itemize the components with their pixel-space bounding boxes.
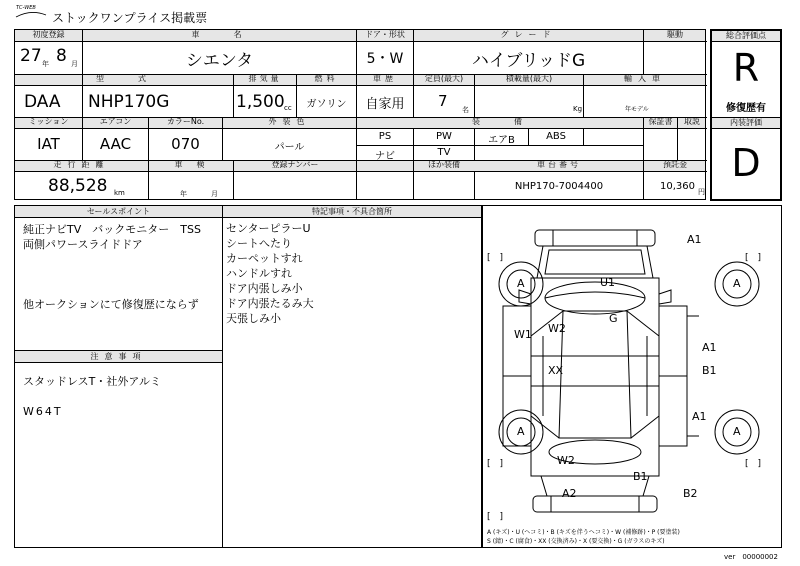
deposit-label: 預託金 — [663, 160, 687, 169]
ac-label: エアコン — [99, 117, 132, 126]
insp-year-unit: 年 — [180, 190, 187, 198]
fuel: ガソリン — [306, 99, 347, 110]
note-line: カーペットすれ — [226, 252, 303, 265]
note-line: ドア内張たるみ大 — [226, 297, 314, 310]
bracket: [ ] — [487, 512, 504, 522]
car-name: シエンタ — [185, 51, 254, 71]
caution-line: W64T — [23, 405, 63, 418]
legend-line: A (キズ)・U (ヘコミ)・B (キズを伴うヘコミ)・W (補修跡)・P (要塗装) — [487, 529, 680, 536]
note-line: 天張しみ小 — [226, 312, 281, 325]
legend-line: S (錆)・C (腐食)・XX (交換済み)・X (要交換)・G (ガラスのキズ) — [487, 538, 665, 545]
damage-mark: G — [609, 312, 618, 325]
version-text: ver 00000002 — [724, 553, 778, 561]
grade-label: グレード — [500, 30, 557, 39]
car-diagram-icon — [483, 206, 781, 547]
history-label: 車歴 — [373, 74, 397, 83]
warranty-label: 保証書 — [648, 117, 673, 126]
first-reg-year: 27 — [20, 46, 42, 66]
tire-mark: A — [517, 425, 525, 438]
first-reg-label: 初度登録 — [32, 30, 65, 39]
sales-line: 両側パワースライドドア — [23, 238, 143, 251]
sales-line: 他オークションにて修復歴にならず — [23, 298, 199, 311]
door-shape: 5・W — [366, 51, 404, 67]
import-year: 年モデル — [625, 106, 649, 113]
overall-note: 修復歴有 — [726, 103, 766, 114]
overall-grade: R — [732, 46, 760, 90]
logo-text: TC-WEB — [16, 5, 36, 11]
sales-line — [23, 282, 218, 297]
sales-points-text — [23, 222, 218, 312]
capacity: 7 — [438, 92, 448, 110]
notes-text — [226, 221, 476, 326]
grade: ハイブリッドG — [471, 51, 586, 71]
damage-mark: W2 — [557, 454, 575, 467]
equip-label: 装 備 — [472, 117, 528, 126]
fuel-label: 燃料 — [314, 74, 339, 83]
displacement: 1,500 — [236, 92, 285, 112]
model-label: 型 式 — [96, 74, 152, 83]
inspection-label: 車 検 — [174, 160, 208, 169]
history: 自家用 — [365, 97, 405, 112]
interior-grade: D — [731, 141, 761, 185]
tire-mark: A — [733, 425, 741, 438]
color-no-label: カラーNo. — [166, 117, 205, 126]
other-equip-label: ほか装備 — [428, 160, 460, 169]
caution-line — [23, 389, 218, 404]
caution-text — [23, 374, 218, 419]
mission-label: ミッション — [28, 117, 69, 126]
note-line: シートへたり — [226, 237, 292, 250]
capacity-unit: 名 — [462, 106, 469, 114]
tire-mark: A — [733, 277, 741, 290]
displacement-unit: cc — [284, 104, 292, 112]
load-unit: Kg — [573, 105, 583, 113]
tire-mark: A — [517, 277, 525, 290]
bracket: [ ] — [487, 459, 504, 469]
insp-month-unit: 月 — [211, 190, 218, 198]
color-no: 070 — [171, 135, 200, 153]
equip-item: ABS — [546, 131, 566, 142]
capacity-label: 定員(最大) — [424, 74, 464, 83]
deposit: 10,360 — [660, 181, 695, 192]
bracket: [ ] — [487, 253, 504, 263]
manual-label: 取説 — [684, 117, 700, 126]
damage-mark: A1 — [702, 341, 717, 354]
first-reg-year-unit: 年 — [42, 60, 49, 68]
caution-line: スタッドレスT・社外アルミ — [23, 375, 161, 388]
damage-mark: W2 — [548, 322, 566, 335]
plate-label: 登録ナンバー — [271, 160, 319, 169]
overall-label: 総合評価点 — [726, 31, 766, 40]
equip-item: PW — [436, 131, 452, 142]
damage-diagram — [482, 205, 782, 548]
ext-color-label: 外装色 — [268, 117, 311, 126]
page-title: ストックワンプライス掲載票 — [52, 11, 208, 25]
ac: AAC — [99, 135, 132, 153]
damage-mark: A1 — [692, 410, 707, 423]
drive-label: 駆動 — [667, 30, 683, 39]
equip-item: TV — [437, 147, 451, 158]
sales-line — [23, 267, 218, 282]
damage-mark: B1 — [702, 364, 717, 377]
note-line: ハンドルすれ — [226, 267, 292, 280]
mileage: 88,528 — [48, 176, 108, 196]
note-line: ドア内張しみ小 — [226, 282, 303, 295]
door-label: ドア・形状 — [365, 30, 405, 39]
ext-color: パール — [274, 142, 305, 153]
logo — [14, 4, 48, 14]
damage-mark: A1 — [687, 233, 702, 246]
equip-item: ナビ — [375, 151, 395, 162]
chassis-no: NHP170-7004400 — [514, 181, 604, 192]
equip-item: PS — [378, 131, 392, 142]
damage-mark: U1 — [600, 276, 616, 289]
equip-item: エアB — [488, 135, 515, 146]
notes-label: 特記事項・不具合箇所 — [312, 207, 392, 216]
first-reg-month-unit: 月 — [71, 60, 78, 68]
bracket: [ ] — [745, 253, 762, 263]
interior-label: 内装評価 — [730, 118, 762, 127]
load-label: 積載量(最大) — [505, 74, 553, 83]
damage-mark: A2 — [562, 487, 577, 500]
chassis-label: 車台番号 — [537, 160, 581, 169]
mileage-unit: km — [114, 189, 125, 197]
mission: IAT — [37, 135, 60, 153]
damage-mark: B1 — [633, 470, 648, 483]
bracket: [ ] — [745, 459, 762, 469]
displacement-label: 排気量 — [248, 74, 282, 83]
mileage-label: 走行距離 — [53, 160, 110, 169]
deposit-unit: 円 — [698, 188, 705, 196]
damage-mark: XX — [548, 364, 564, 377]
damage-mark: W1 — [514, 328, 532, 341]
car-name-label: 車 名 — [191, 30, 248, 39]
sales-points-label: セールスポイント — [86, 207, 151, 216]
caution-label: 注意事項 — [90, 352, 147, 361]
sales-line — [23, 252, 218, 267]
damage-mark: B2 — [683, 487, 698, 500]
model: NHP170G — [88, 92, 170, 112]
sales-line: 純正ナビTV バックモニター TSS — [23, 223, 201, 236]
first-reg-month: 8 — [56, 46, 67, 66]
model-prefix: DAA — [24, 92, 61, 112]
import-label: 輸入車 — [624, 74, 666, 83]
note-line: センターピラーU — [226, 222, 311, 235]
